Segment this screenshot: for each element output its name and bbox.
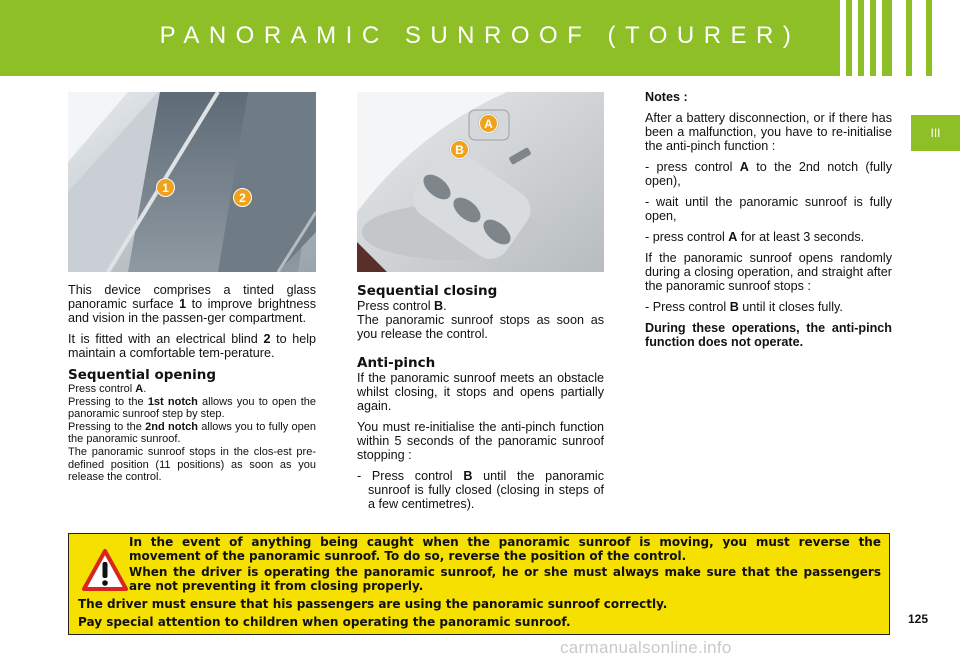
note-1: After a battery disconnection, or if there has been a malfunction, you have to re-initialise the anti-pinch function : [645,111,892,153]
callout-2: 2 [233,188,252,207]
antipinch-step: - Press control B until the panoramic sunroof is fully closed (closing in steps of a few centimetres). [357,469,604,511]
page-number: 125 [908,612,929,626]
opening-instructions: Press control A. Pressing to the 1st notch allows you to open the panoramic sunroof step by step. Pressing to the 2nd notch allows you to fully open the panoramic sunroof. The panoramic sunroof stops in the clos-est pre-defined position (11 positions) as soon as you release the control. [68,383,316,484]
warning-line-1: In the event of anything being caught when the panoramic sunroof is moving, you must reverse the movement of the panoramic sunroof. To do so, reverse the position of the control. [129,535,881,563]
column-closing-antipinch [357,283,604,518]
heading-anti-pinch: Anti-pinch [357,355,436,371]
callout-B: B [450,140,469,159]
warning-line-3: The driver must ensure that his passengers are using the panoramic sunroof correctly. [78,597,668,611]
warning-triangle-icon [81,548,129,592]
antipinch-paragraph-2: You must re-initialise the anti-pinch function within 5 seconds of the panoramic sunroof stopping : [357,420,604,462]
column-notes [645,90,892,356]
note-5: If the panoramic sunroof opens randomly during a closing operation, and straight after the panoramic sunroof stops : [645,251,892,293]
heading-sequential-closing: Sequential closing [357,283,498,299]
note-7: During these operations, the anti-pinch function does not operate. [645,321,892,349]
note-6: - Press control B until it closes fully. [645,300,843,314]
photo-roof-controls [357,92,604,272]
column-intro-opening [68,283,316,484]
watermark: carmanualsonline.info [560,638,732,657]
section-tab[interactable]: III [911,115,960,151]
closing-step-2: The panoramic sunroof stops as soon as you release the control. [357,313,604,341]
page-header [0,0,960,76]
header-stripes-decoration [840,0,960,76]
callout-1: 1 [156,178,175,197]
intro-paragraph-1: This device comprises a tinted glass panoramic surface 1 to improve brightness and vision in the passen-ger compartment. [68,283,316,325]
closing-step-1: Press control B. [357,299,447,313]
note-3: - wait until the panoramic sunroof is fully open, [645,195,892,223]
warning-box [68,533,890,635]
antipinch-paragraph-1: If the panoramic sunroof meets an obstacle whilst closing, it stops and opens partially again. [357,371,604,413]
notes-heading: Notes : [645,90,688,104]
warning-line-4: Pay special attention to children when operating the panoramic sunroof. [78,615,571,629]
note-4: - press control A for at least 3 seconds. [645,230,865,244]
callout-A: A [479,114,498,133]
heading-sequential-opening: Sequential opening [68,367,217,383]
warning-line-2: When the driver is operating the panoramic sunroof, he or she must always make sure that the passengers are not preventing it from closing properly. [129,565,881,593]
note-2: - press control A to the 2nd notch (fully open), [645,160,892,188]
page-title: PANORAMIC SUNROOF (TOURER) [159,22,801,49]
intro-paragraph-2: It is fitted with an electrical blind 2 to help maintain a comfortable tem-perature. [68,332,317,360]
photo-sunroof-interior [68,92,316,272]
